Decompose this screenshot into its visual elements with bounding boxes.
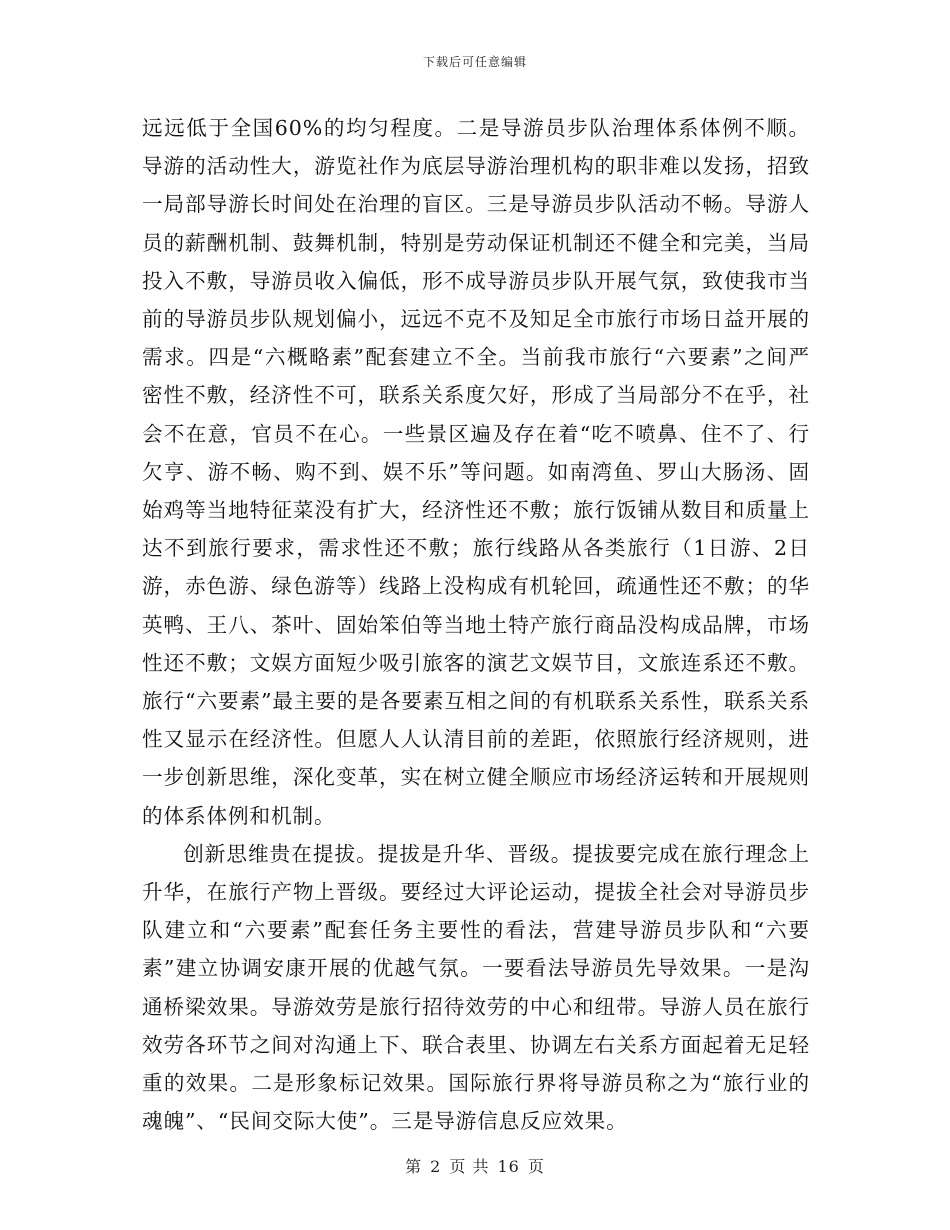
page-header: 下载后可任意编辑	[422, 55, 527, 69]
footer-prefix: 第	[405, 1157, 423, 1176]
footer-middle: 页 共	[449, 1157, 490, 1176]
body-paragraph-2: 创新思维贵在提拔。提拔是升华、晋级。提拔要完成在旅行理念上升华，在旅行产物上晋级。要经过大评论运动，提拔全社会对导游员步队建立和“六要素”配套任务主要性的看法，营建导游员步队和“六要素”建立协调安康开展的优越气氛。一要看法导游员先导效果。一是沟通桥梁效果。导游效劳是旅行招待效劳的中心和纽带。导游人员在旅行效劳各环节之间对沟通上下、联合表里、协调左右关系方面起着无足轻重的效果。二是形象标记效果。国际旅行界将导游员称之为“旅行业的魂魄”、“民间交际大使”。三是导游信息反应效果。	[142, 841, 810, 1134]
footer-suffix: 页	[527, 1157, 545, 1176]
total-pages: 16	[497, 1157, 520, 1176]
body-paragraph-1: 远远低于全国60%的均匀程度。二是导游员步队治理体系体例不顺。导游的活动性大，游览社作为底层导游治理机构的职非难以发扬，招致一局部导游长时间处在治理的盲区。三是导游员步队活动不畅。导游人员的薪酬机制、鼓舞机制，特别是劳动保证机制还不健全和完美，当局投入不敷，导游员收入偏低，形不成导游员步队开展气氛，致使我市当前的导游员步队规划偏小，远远不克不及知足全市旅行市场日益开展的需求。四是“六概略素”配套建立不全。当前我市旅行“六要素”之间严密性不敷，经济性不可，联系关系度欠好，形成了当局部分不在乎，社会不在意，官员不在心。一些景区遍及存在着“吃不喷鼻、住不了、行欠亨、游不畅、购不到、娱不乐”等问题。如南湾鱼、罗山大肠汤、固始鸡等当地特征菜没有扩大，经济性还不敷；旅行饭铺从数目和质量上达不到旅行要求，需求性还不敷；旅行线路从各类旅行（1日游、2日游，赤色游、绿色游等）线路上没构成有机轮回，疏通性还不敷；的华英鸭、王八、茶叶、固始笨伯等当地土特产旅行商品没构成品牌，市场性还不敷；文娱方面短少吸引旅客的演艺文娱节目，文旅连系还不敷。旅行“六要素”最主要的是各要素互相之间的有机联系关系性，联系关系性又显示在经济性。但愿人人认清目前的差距，依照旅行经济规则，进一步创新思维，深化变革，实在树立健全顺应市场经济运转和开展规则的体系体例和机制。	[142, 116, 810, 828]
page-footer	[0, 1154, 950, 1177]
page-number: 2	[430, 1157, 442, 1176]
document-body	[142, 109, 810, 1140]
